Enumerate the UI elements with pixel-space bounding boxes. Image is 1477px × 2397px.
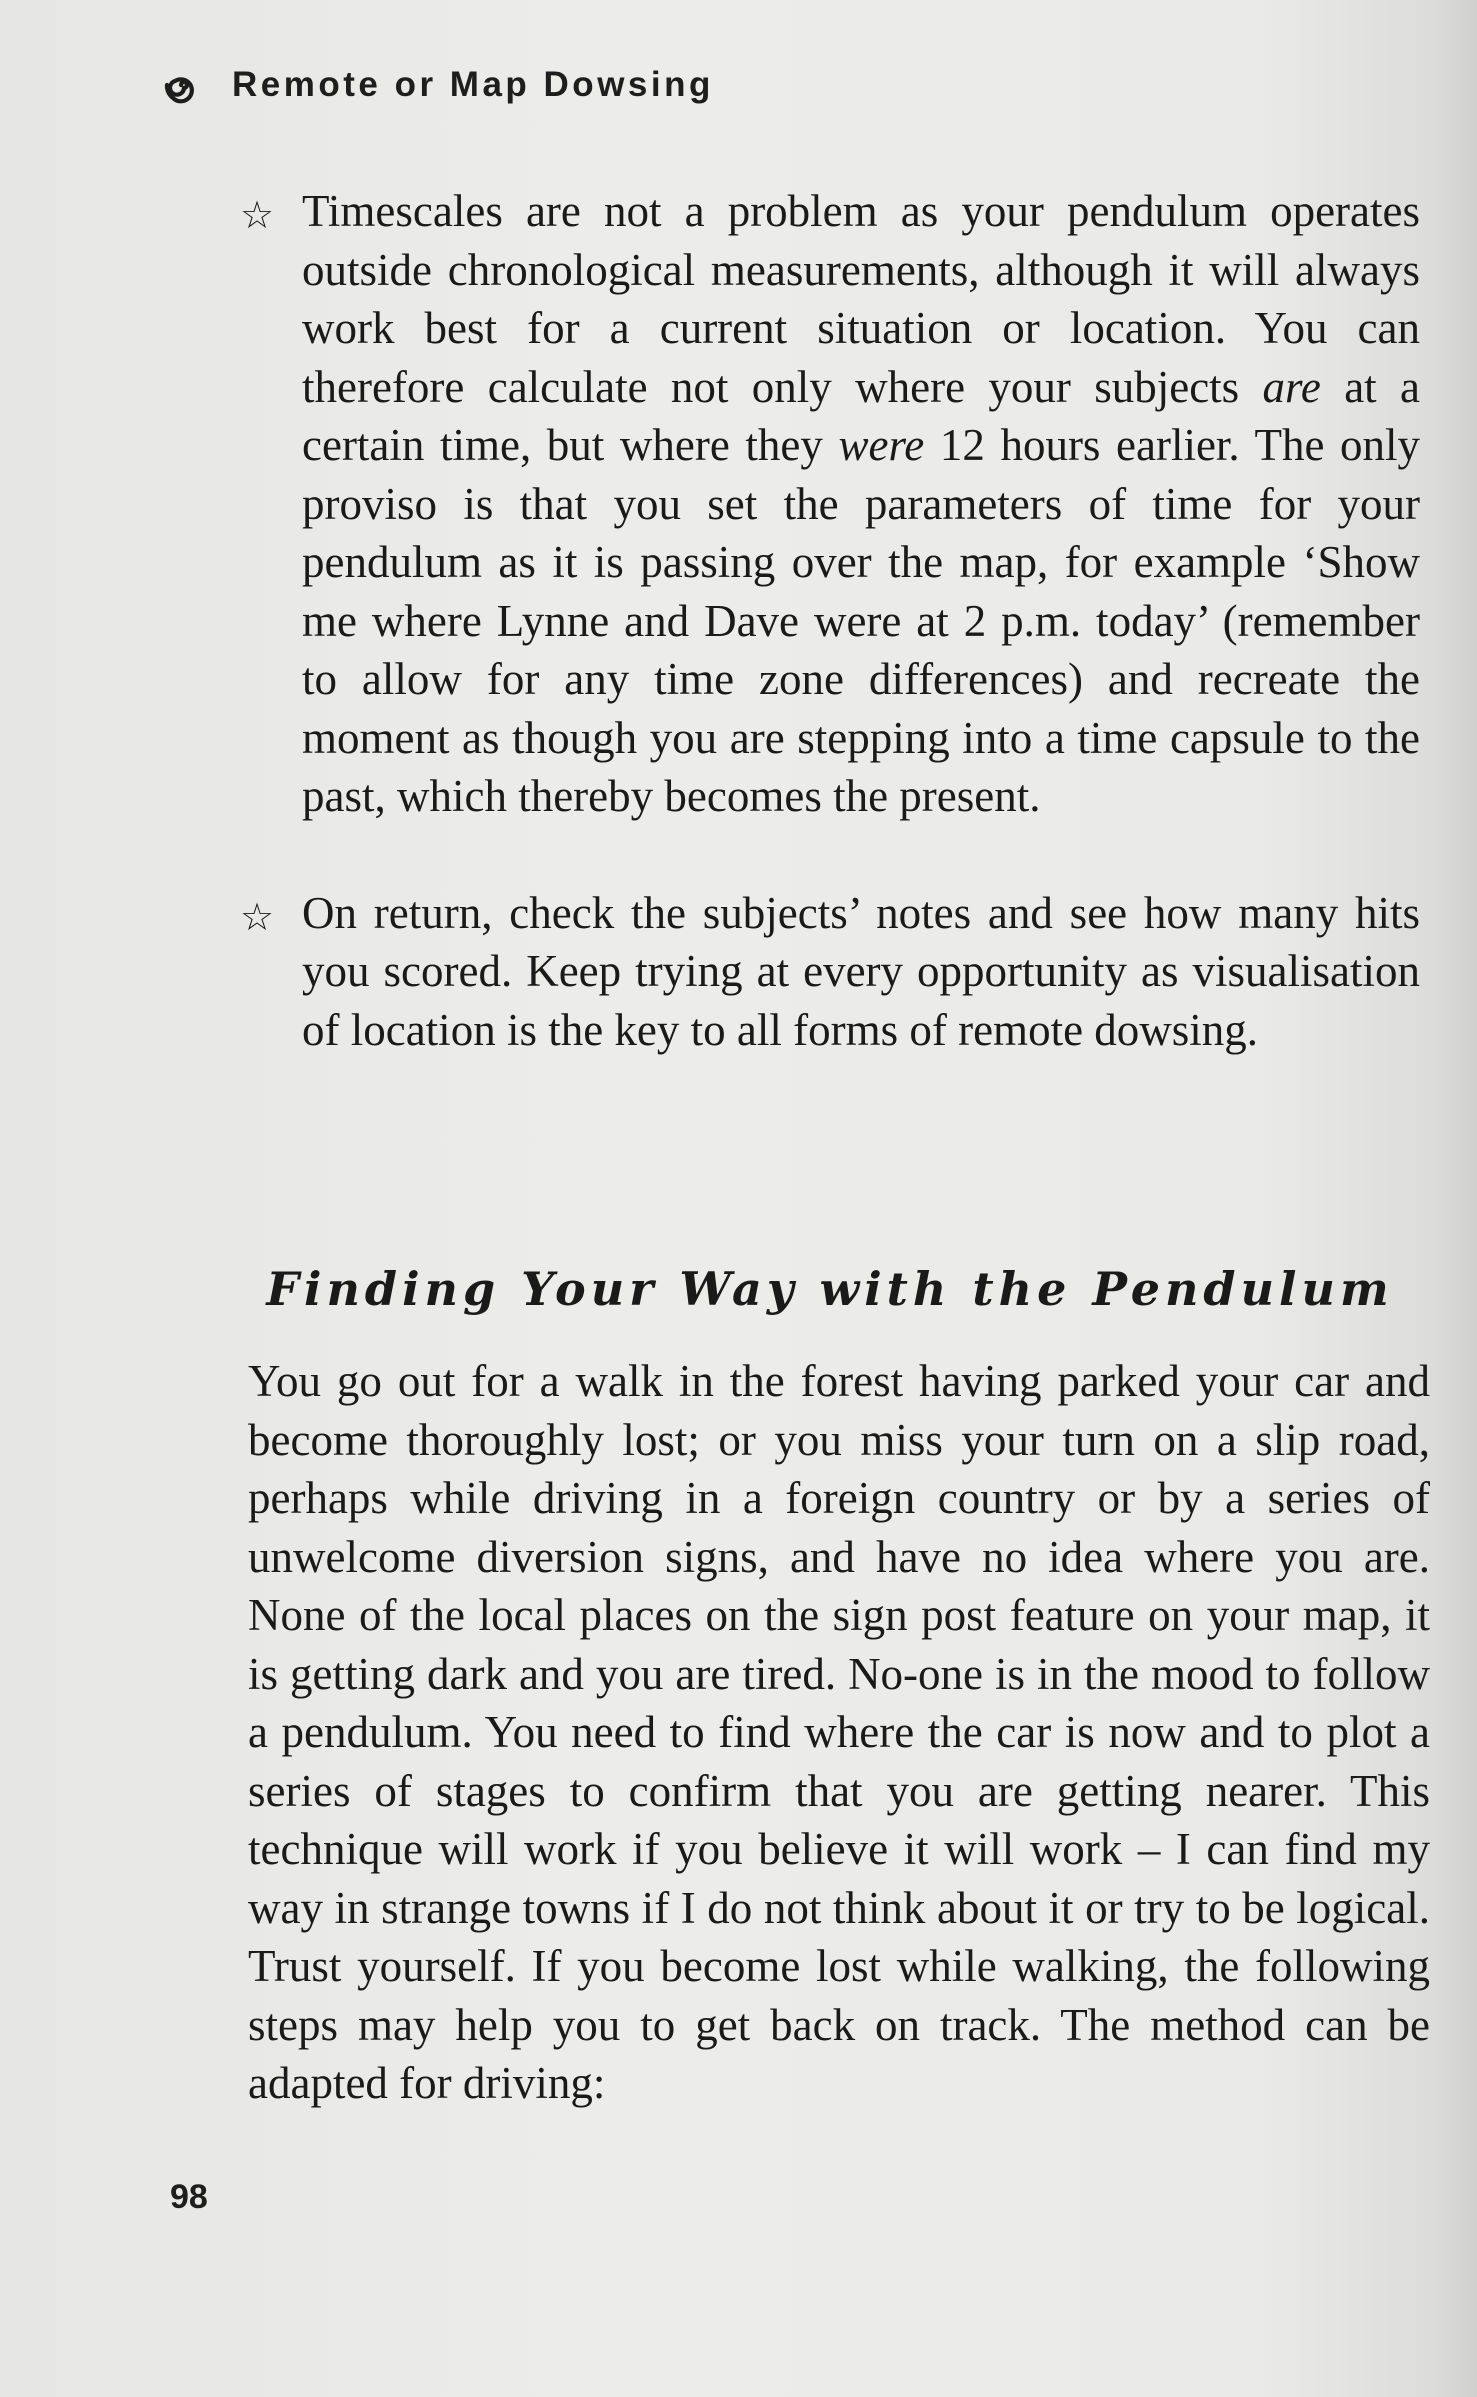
text-run-italic: were	[838, 420, 925, 470]
text-run: at a certain time, but where they	[302, 361, 1420, 470]
star-outline-icon: ☆	[240, 894, 275, 939]
bullet-item-on-return	[240, 884, 1420, 1060]
star-outline-icon: ☆	[240, 193, 275, 237]
page-number: 98	[170, 2178, 208, 2216]
bullet-text: On return, check the subjects’ notes and see how many hits you scored. Keep trying at every opportunity as visualisation of location is the key to all forms of remote dowsing.	[302, 887, 1420, 1055]
bullet-item-timescales	[240, 182, 1420, 826]
bullet-list	[240, 182, 1420, 1059]
bullet-text	[302, 186, 1420, 821]
text-run-italic: are	[1262, 361, 1321, 412]
body-paragraph: You go out for a walk in the forest having parked your car and become thoroughly lost; or you miss your turn on a slip road, perhaps while driving in a foreign country or by a series of unwelcome diversion signs, and have no idea where you are. None of the local places on the sign post feature on your map, it is getting dark and you are tired. No-one is in the mood to follow a pendulum. You need to find where the car is now and to plot a series of stages to confirm that you are getting nearer. This technique will work if you believe it will work – I can find my way in strange towns if I do not think about it or try to be logical. Trust yourself. If you become lost while walking, the following steps may help you to get back on track. The method can be adapted for driving:	[248, 1356, 1430, 2108]
section-heading: Finding Your Way with the Pendulum	[266, 1262, 1394, 1316]
running-header	[158, 62, 714, 108]
text-run: Timescales are not a problem as your pendulum operates outside chronological measurements, although it will always work best for a current situation or location. You can therefore calculate not only where your subjects	[302, 186, 1420, 412]
running-title: Remote or Map Dowsing	[232, 65, 714, 104]
spiral-icon	[158, 62, 204, 108]
text-run: 12 hours earlier. The only proviso is that you set the parameters of time for your pendulum as it is passing over the map, for example ‘Show me where Lynne and Dave were at 2 p.m. today’ (remember to allow for any time zone differences) and recreate the moment as though you are stepping into a time capsule to the past, which thereby becomes the present.	[302, 420, 1420, 821]
